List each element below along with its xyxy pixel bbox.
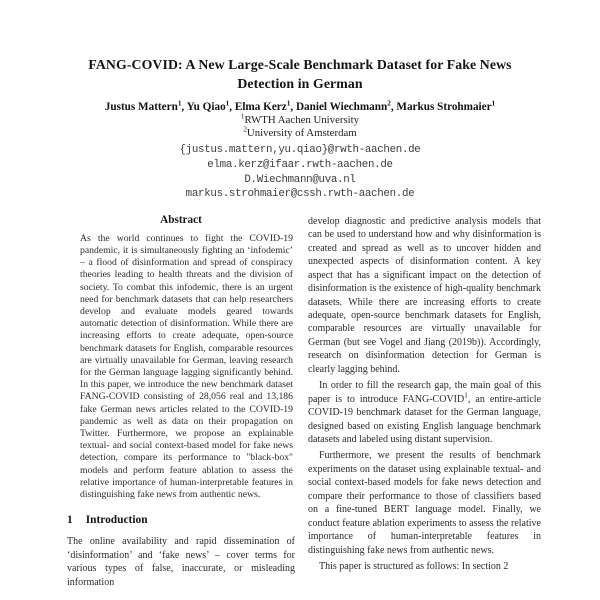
body-paragraph: develop diagnostic and predictive analysis models that can be used to understand how and why disinformation is created and spread as well as to uncover hidden and unexpected aspects of disinformation content. A key aspect that has a significant impact on the detection of disinformation is the existence of high-quality benchmark datasets. While there are increasing efforts to create adequate, open-source benchmark datasets for English, comparable resources are virtually unavailable for German (but see Vogel and Jiang (2019b)). Accordingly, research on disinformation detection for German is clearly lagging behind. [308,215,541,375]
author-name: Yu Qiao$^1$, [186,99,235,113]
affiliation-line: $^2$University of Amsterdam [243,125,357,140]
body-paragraph: In order to fill the research gap, the main goal of this paper is to introduce FANG-COVID$^1$, an entire-article COVID-19 benchmark dataset for the German language, designed based on existing English language benchmark datasets and labeled using distant supervision. [308,380,542,446]
author-affil-marker: 1 [286,99,291,108]
email-line: {justus.mattern,yu.qiao}@rwth-aachen.de [179,144,421,157]
body-paragraph: This paper is structured as follows: In section 2 [319,561,509,573]
affiliation-line: $^1$RWTH Aachen University [240,112,360,126]
section-title: Introduction [85,514,148,527]
two-column-body [0,214,600,589]
authors-line [0,101,600,113]
email-line: markus.strohmaier@cssh.rwth-aachen.de [185,188,415,201]
right-column [308,214,541,574]
affiliations [0,114,600,140]
section-number: 1 [67,514,73,527]
author-affil-marker: 1 [177,99,182,108]
left-column [67,214,295,589]
email-line: D.Wiechmann@uva.nl [244,173,356,186]
author-name: Justus Mattern$^1$, [104,99,187,113]
abstract-heading: Abstract [160,213,202,226]
abstract-text: As the world continues to fight the COVID-19 pandemic, it is simultaneously fighting an ‘infodemic’ – a flood of disinformation and spread of conspiracy theories leading to health threats and the division of society. To combat this infodemic, there is an urgent need for benchmark datasets that can help researchers develop and evaluate models geared towards automatic detection of disinformation. While there are increasing efforts to create adequate, open-source benchmark datasets for English, comparable resources are virtually unavailable for German, leaving research for the German language lagging significantly behind. In this paper, we introduce the new benchmark dataset FANG-COVID consisting of 28,056 real and 13,186 fake German news articles related to the COVID-19 pandemic as well as data on their propagation on Twitter. Furthermore, we propose an explainable textual- and social context-based model for fake news detection, compare its performance to "black-box" models and perform feature ablation to assess the relative importance of human-interpretable features in distinguishing fake news from authentic news. [80,232,293,501]
author-affil-marker: 1 [225,99,230,108]
footnote-marker: 1 [464,391,468,400]
emails-block [0,143,600,201]
section-1-heading [67,514,295,526]
author-affil-marker: 1 [491,99,496,108]
author-name: Elma Kerz$^1$, [234,99,296,113]
intro-paragraph: The online availability and rapid dissemination of ‘disinformation’ and ‘fake news’ – cover terms for various types of false, inaccurate, or misleading information [67,536,295,588]
email-line: elma.kerz@ifaar.rwth-aachen.de [207,159,393,171]
author-affil-marker: 2 [387,99,391,108]
author-name: Markus Strohmaier$^1$ [396,99,496,113]
author-name: Daniel Wiechmann$^2$, [295,99,397,113]
paper-title: FANG-COVID: A New Large-Scale Benchmark Dataset for Fake News Detection in German [88,57,512,91]
body-paragraph: Furthermore, we present the results of benchmark experiments on the dataset using explainable textual- and social context-based models for fake news detection and compare their performance to those of classifiers based on a fine-tuned BERT language model. Finally, we conduct feature ablation experiments to assess the relative importance of human-interpretable features in distinguishing fake news from authentic news. [308,450,541,556]
